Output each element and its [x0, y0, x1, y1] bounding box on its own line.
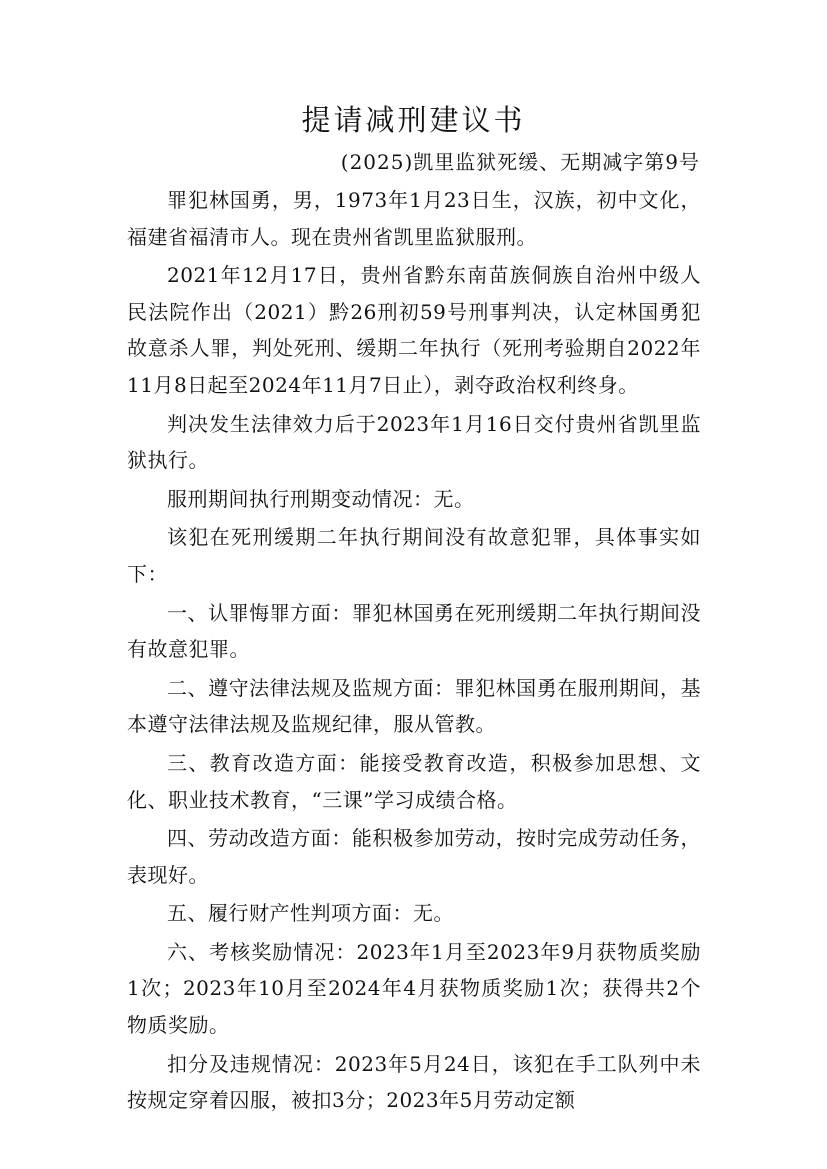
- paragraph-facts-intro: 该犯在死刑缓期二年执行期间没有故意犯罪，具体事实如下：: [127, 525, 701, 586]
- paragraph-law-compliance: 二、遵守法律法规及监规方面：罪犯林国勇在服刑期间，基本遵守法律法规及监规纪律，服从管教。: [127, 675, 701, 737]
- paragraph-labor: 四、劳动改造方面：能积极参加劳动，按时完成劳动任务，表现好。: [127, 826, 701, 887]
- paragraph-delivery: 判决发生法律效力后于2023年1月16日交付贵州省凯里监狱执行。: [127, 411, 701, 473]
- paragraph-repentance: 一、认罪悔罪方面：罪犯林国勇在死刑缓期二年执行期间没有故意犯罪。: [127, 600, 701, 662]
- paragraph-education: 三、教育改造方面：能接受教育改造，积极参加思想、文化、职业技术教育，“三课”学习成绩合格。: [127, 750, 701, 812]
- paragraph-criminal-info: 罪犯林国勇，男，1973年1月23日生，汉族，初中文化，福建省福清市人。现在贵州省凯里监狱服刑。: [127, 188, 701, 249]
- paragraph-deductions: 扣分及违规情况：2023年5月24日，该犯在手工队列中未按规定穿着囚服，被扣3分；2023年5月劳动定额: [127, 1051, 701, 1113]
- document-body: [127, 182, 701, 1121]
- paragraph-property: 五、履行财产性判项方面：无。: [167, 901, 454, 926]
- paragraph-sentence-change: 服刑期间执行刑期变动情况：无。: [167, 486, 475, 511]
- paragraph-judgment: 2021年12月17日，贵州省黔东南苗族侗族自治州中级人民法院作出（2021）黔26刑初59号刑事判决，认定林国勇犯故意杀人罪，判处死刑、缓期二年执行（死刑考验期自2022年11月8日起至2024年11月7日止），剥夺政治权利终身。: [127, 263, 701, 397]
- paragraph-rewards: 六、考核奖励情况：2023年1月至2023年9月获物质奖励1次；2023年10月至2024年4月获物质奖励1次；获得共2个物质奖励。: [127, 939, 701, 1038]
- document-number: (2025)凯里监狱死缓、无期减字第9号: [340, 150, 700, 174]
- document-title: 提请减刑建议书: [301, 103, 526, 137]
